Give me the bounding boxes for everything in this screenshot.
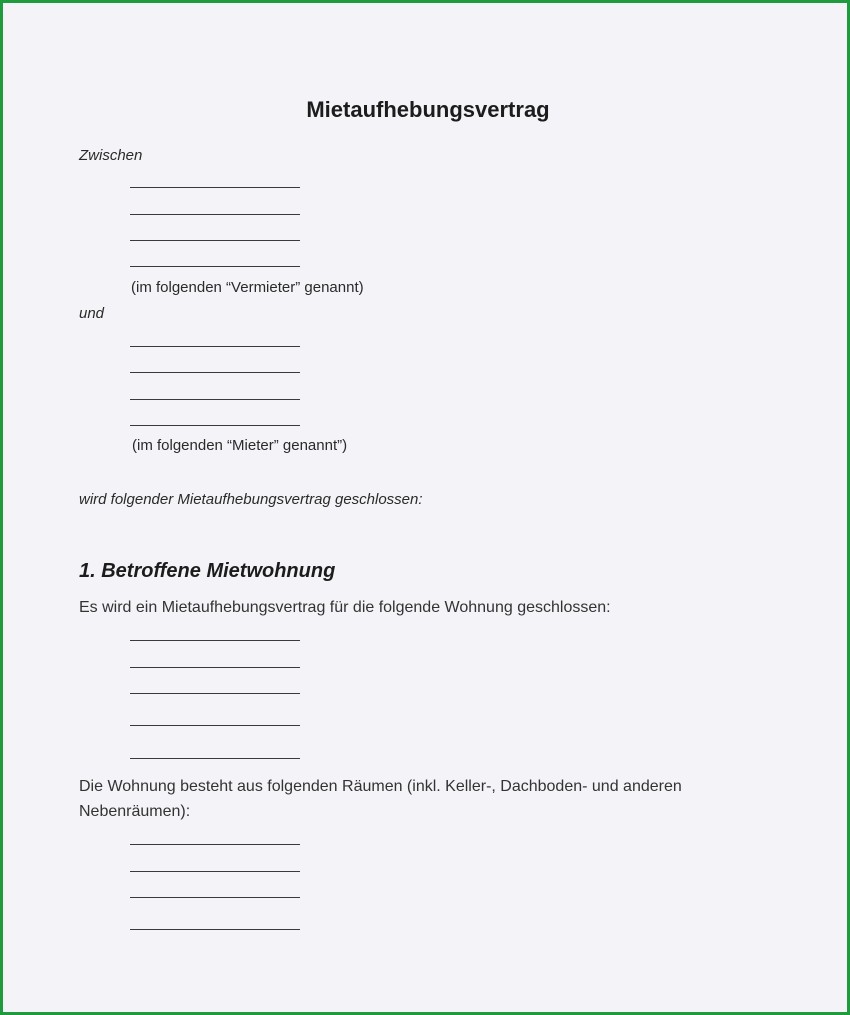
rooms-description-line-2: Nebenräumen): bbox=[79, 803, 191, 820]
section-1-heading: 1. Betroffene Mietwohnung bbox=[79, 560, 336, 582]
tenant-blank-line-4 bbox=[130, 425, 300, 426]
rooms-description-line-1: Die Wohnung besteht aus folgenden Räumen (inkl. Keller-, Dachboden- und anderen bbox=[79, 778, 682, 795]
apartment-blank-line-1 bbox=[130, 640, 300, 641]
apartment-blank-line-2 bbox=[130, 667, 300, 668]
between-label: Zwischen bbox=[79, 147, 143, 164]
tenant-blank-line-1 bbox=[130, 346, 300, 347]
rooms-blank-line-4 bbox=[130, 929, 300, 930]
closing-statement: wird folgender Mietaufhebungsvertrag geschlossen: bbox=[79, 491, 423, 508]
landlord-blank-line-3 bbox=[130, 240, 300, 241]
tenant-blank-line-2 bbox=[130, 372, 300, 373]
apartment-blank-line-4 bbox=[130, 725, 300, 726]
apartment-blank-line-3 bbox=[130, 693, 300, 694]
tenant-note: (im folgenden “Mieter” genannt”) bbox=[132, 437, 348, 454]
rooms-blank-line-2 bbox=[130, 871, 300, 872]
landlord-blank-line-4 bbox=[130, 266, 300, 267]
landlord-blank-line-1 bbox=[130, 187, 300, 188]
apartment-blank-line-5 bbox=[130, 758, 300, 759]
rooms-blank-line-3 bbox=[130, 897, 300, 898]
landlord-note: (im folgenden “Vermieter” genannt) bbox=[131, 279, 364, 296]
and-label: und bbox=[79, 305, 105, 322]
landlord-blank-line-2 bbox=[130, 214, 300, 215]
rooms-blank-line-1 bbox=[130, 844, 300, 845]
section-1-intro: Es wird ein Mietaufhebungsvertrag für die folgende Wohnung geschlossen: bbox=[79, 599, 611, 616]
tenant-blank-line-3 bbox=[130, 399, 300, 400]
document-title: Mietaufhebungsvertrag bbox=[306, 97, 550, 122]
